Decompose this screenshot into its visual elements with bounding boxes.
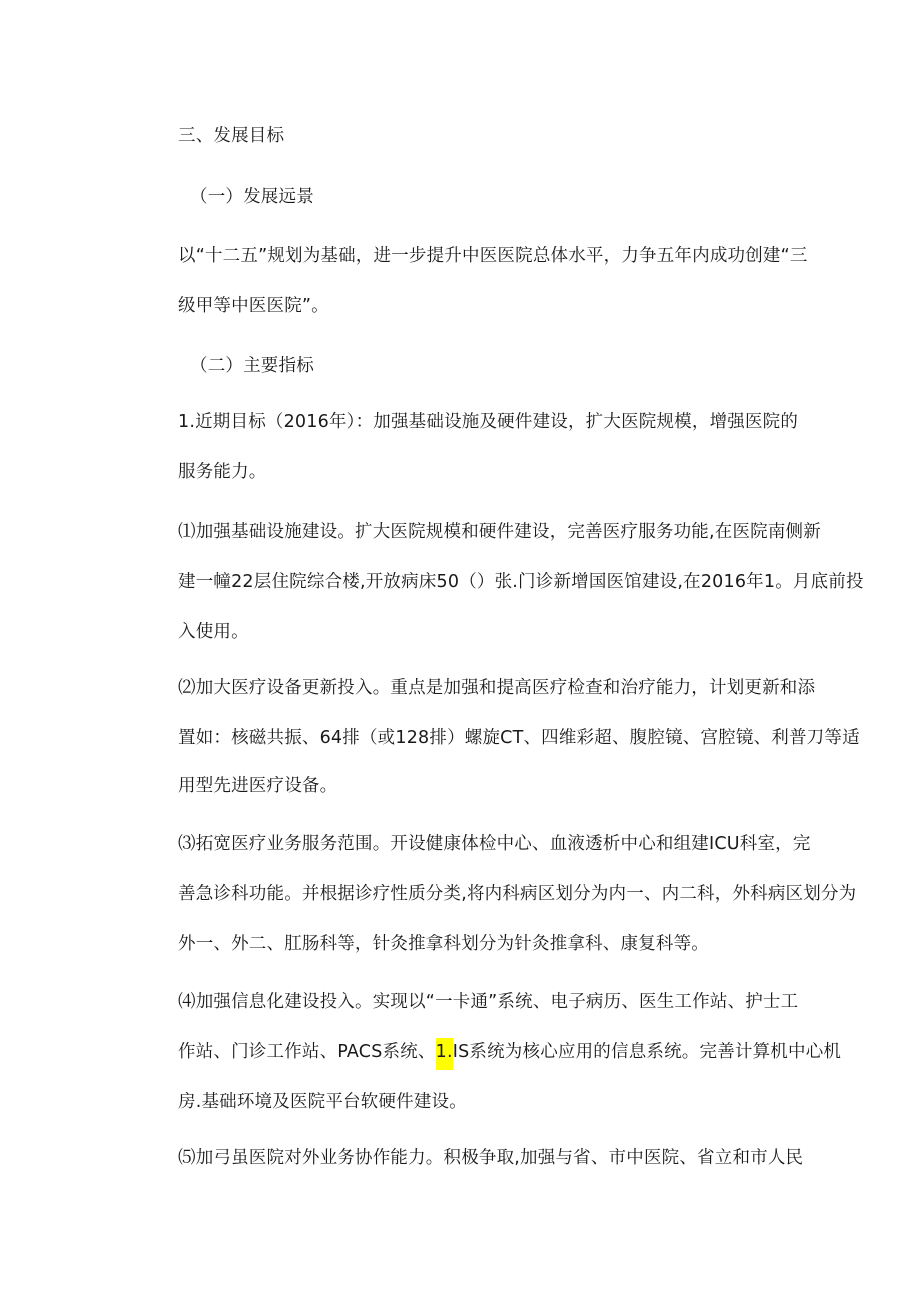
goal-intro-line-2: 服务能力。 — [178, 462, 267, 482]
item1-line-2: 建一幢22层住院综合楼,开放病床50（）张.门诊新增国医馆建设,在2016年1。月底前投 — [178, 572, 864, 592]
item4-line-3: 房.基础环境及医院平台软硬件建设。 — [178, 1092, 467, 1112]
item3-line-3: 外一、外二、肛肠科等，针灸推拿科划分为针灸推拿科、康复科等。 — [178, 934, 709, 954]
item5-line-1: ⑸加弓虽医院对外业务协作能力。积极争取,加强与省、市中医院、省立和市人民 — [178, 1148, 804, 1168]
goal-intro-line-1: 1.近期目标（2016年）：加强基础设施及硬件建设，扩大医院规模，增强医院的 — [178, 412, 799, 432]
item2-line-2: 置如：核磁共振、64排（或128排）螺旋CT、四维彩超、腹腔镜、宫腔镜、利普刀等适 — [178, 728, 860, 748]
item4-line-2 — [178, 1040, 841, 1064]
item1-line-1: ⑴加强基础设施建设。扩大医院规模和硬件建设，完善医疗服务功能,在医院南侧新 — [178, 522, 821, 542]
item2-line-1: ⑵加大医疗设备更新投入。重点是加强和提高医疗检查和治疗能力，计划更新和添 — [178, 678, 816, 698]
highlighted-text: 1. — [436, 1038, 453, 1070]
item3-line-2: 善急诊科功能。并根据诊疗性质分类,将内科病区划分为内一、内二科，外科病区划分为 — [178, 884, 857, 904]
section-heading: 三、发展目标 — [178, 126, 285, 146]
subsection-heading-vision: （一）发展远景 — [190, 187, 314, 207]
item4-line-2-start: 作站、门诊工作站、PACS系统、 — [178, 1042, 436, 1062]
subsection-heading-indicators: （二）主要指标 — [190, 356, 314, 376]
item3-line-1: ⑶拓宽医疗业务服务范围。开设健康体检中心、血液透析中心和组建ICU科室，完 — [178, 834, 811, 854]
vision-line-1: 以“十二五”规划为基础，进一步提升中医医院总体水平，力争五年内成功创建“三 — [178, 246, 808, 266]
item4-line-1: ⑷加强信息化建设投入。实现以“一卡通”系统、电子病历、医生工作站、护士工 — [178, 992, 799, 1012]
item1-line-3: 入使用。 — [178, 622, 249, 642]
item4-line-2-end: IS系统为核心应用的信息系统。完善计算机中心机 — [452, 1042, 842, 1062]
item2-line-3: 用型先进医疗设备。 — [178, 776, 338, 796]
vision-line-2: 级甲等中医医院”。 — [178, 296, 329, 316]
